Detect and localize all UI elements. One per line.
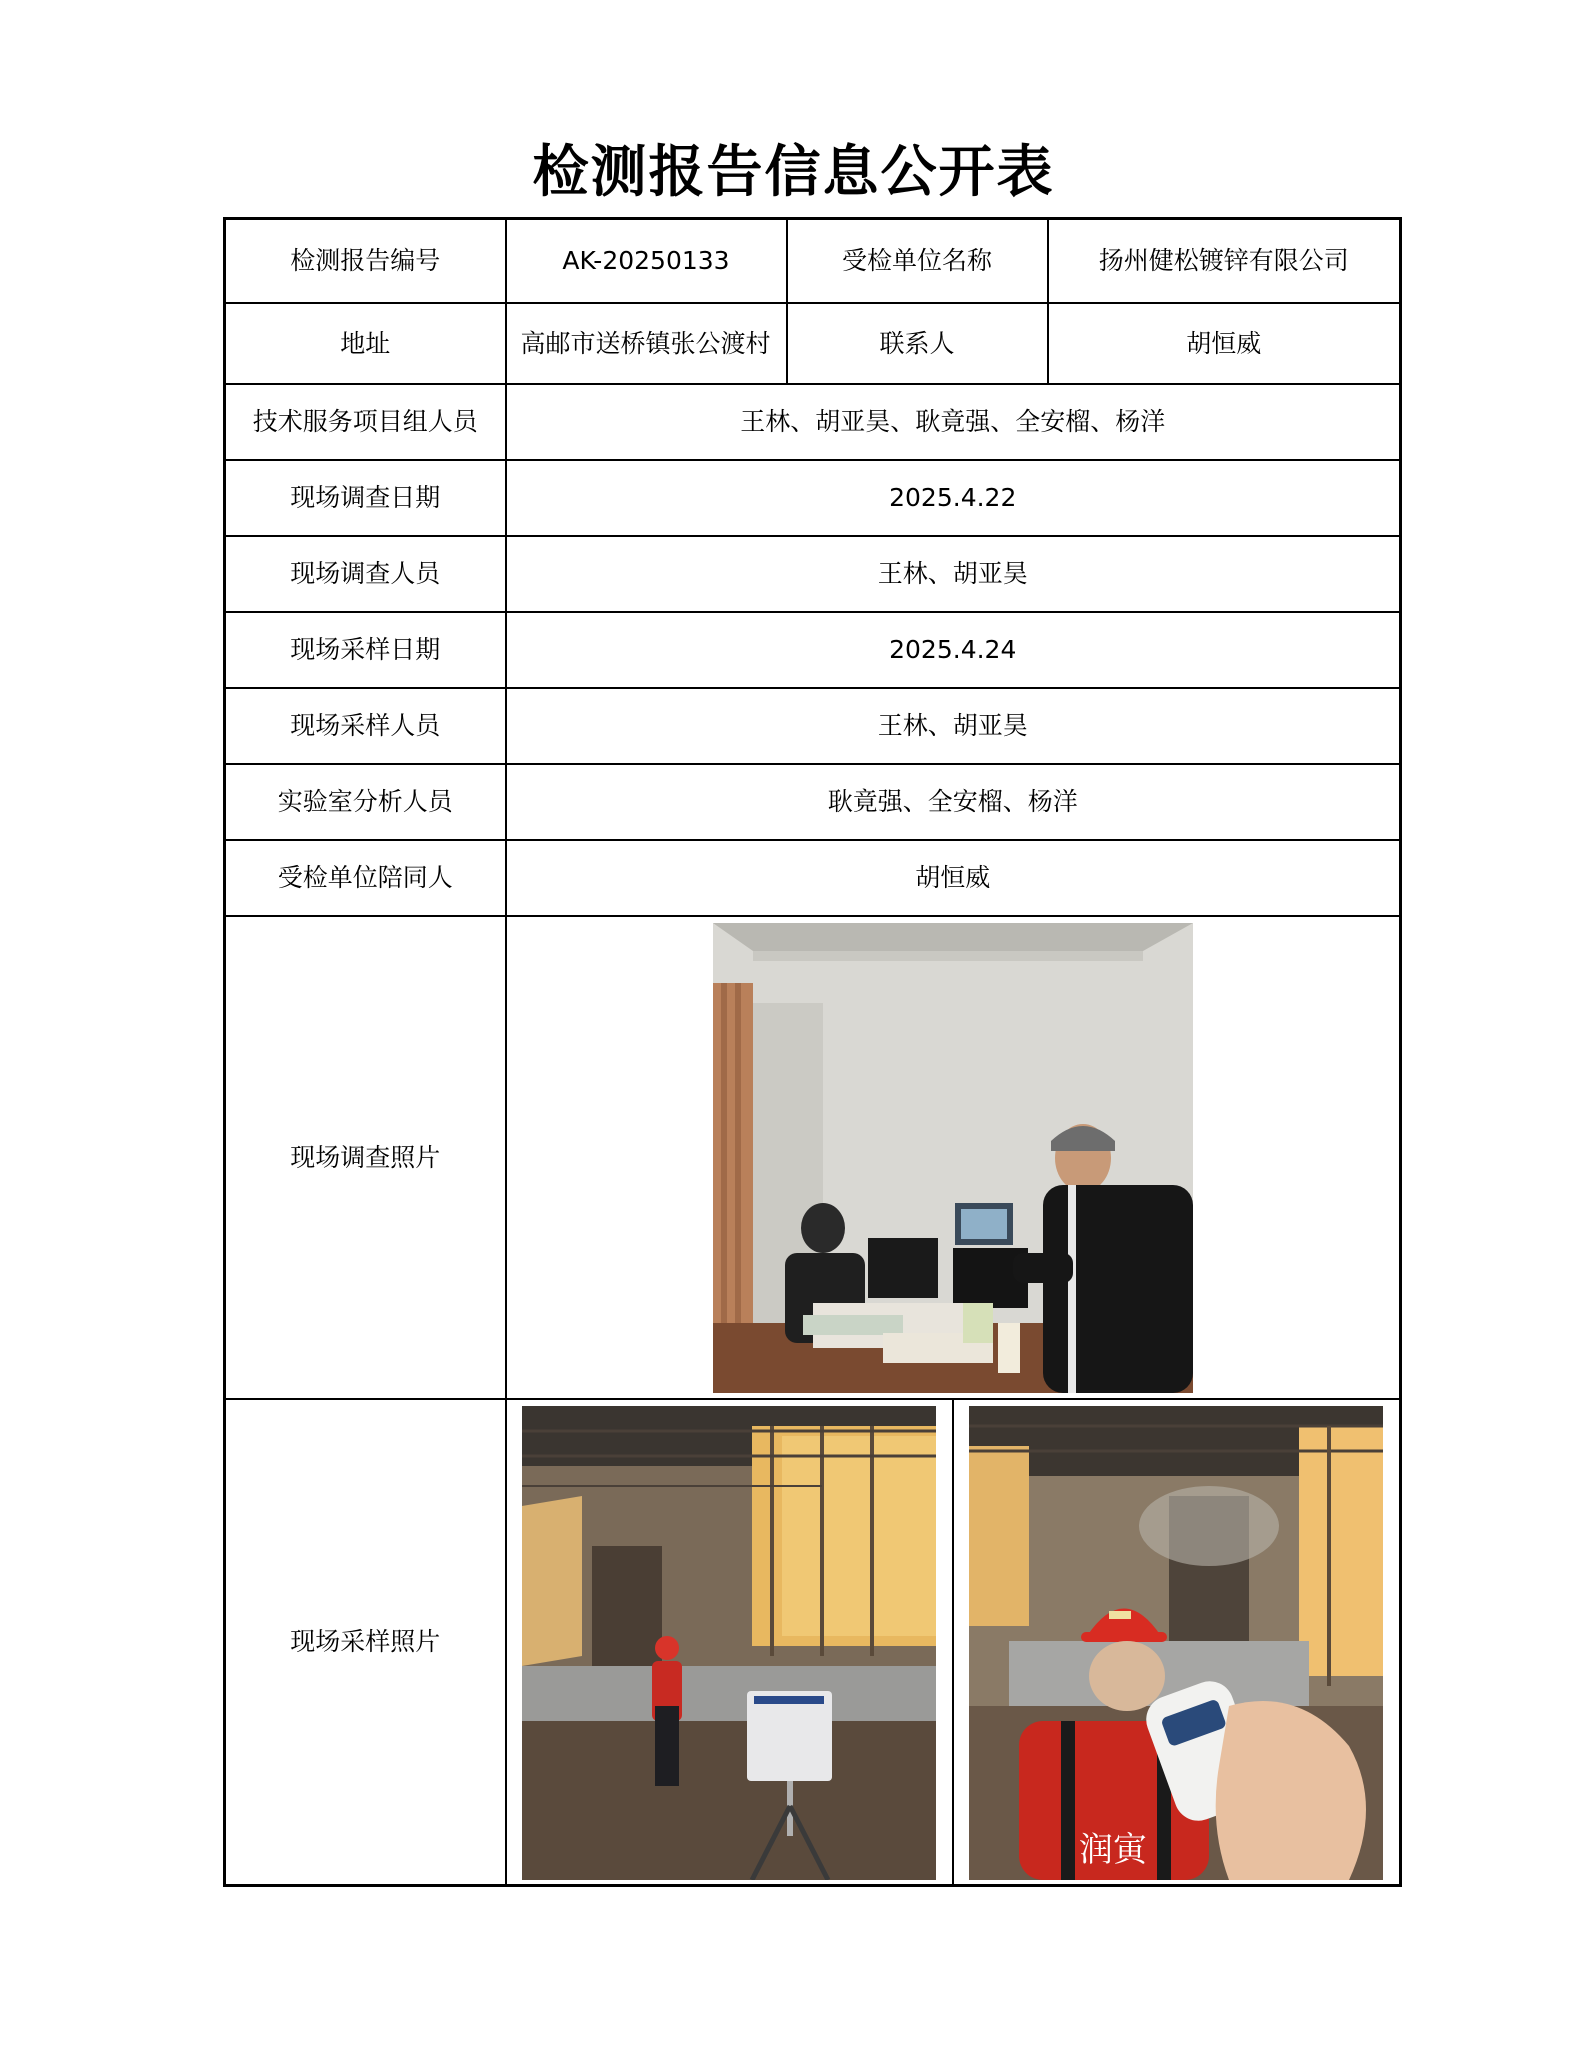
- table-row: [225, 688, 1401, 764]
- table-row: [225, 219, 1401, 304]
- lab-staff-label: 实验室分析人员: [225, 764, 506, 840]
- unit-name-value: 扬州健松镀锌有限公司: [1048, 219, 1401, 304]
- team-value: 王林、胡亚昊、耿竟强、全安榴、杨洋: [506, 384, 1401, 460]
- sampling-photo-right-cell: [952, 1400, 1399, 1884]
- team-label: 技术服务项目组人员: [225, 384, 506, 460]
- report-no-value: AK-20250133: [506, 219, 787, 304]
- table-row: [225, 840, 1401, 916]
- survey-staff-value: 王林、胡亚昊: [506, 536, 1401, 612]
- address-value: 高邮市送桥镇张公渡村: [506, 303, 787, 384]
- survey-staff-label: 现场调查人员: [225, 536, 506, 612]
- table-row: [225, 612, 1401, 688]
- contact-value: 胡恒威: [1048, 303, 1401, 384]
- survey-date-value: 2025.4.22: [506, 460, 1401, 536]
- report-table: [223, 217, 1402, 1887]
- table-row: [225, 1399, 1401, 1886]
- unit-name-label: 受检单位名称: [787, 219, 1048, 304]
- survey-photo-label: 现场调查照片: [225, 916, 506, 1399]
- escort-value: 胡恒威: [506, 840, 1401, 916]
- sampling-photos: [507, 1400, 1400, 1884]
- sampling-date-label: 现场采样日期: [225, 612, 506, 688]
- sampling-photo-left: [522, 1406, 936, 1880]
- table-row: [225, 303, 1401, 384]
- address-label: 地址: [225, 303, 506, 384]
- sampling-photo-right: [969, 1406, 1383, 1880]
- survey-photo: [713, 923, 1193, 1393]
- table-row: [225, 916, 1401, 1399]
- survey-photo-cell: [506, 916, 1401, 1399]
- vest-text: 润寅: [1079, 1830, 1148, 1870]
- sampling-photo-left-cell: [507, 1400, 952, 1884]
- sampling-date-value: 2025.4.24: [506, 612, 1401, 688]
- sampling-photos-cell: [506, 1399, 1401, 1886]
- lab-staff-value: 耿竟强、全安榴、杨洋: [506, 764, 1401, 840]
- table-row: [225, 460, 1401, 536]
- page-title: 检测报告信息公开表: [532, 139, 1055, 205]
- escort-label: 受检单位陪同人: [225, 840, 506, 916]
- table-row: [225, 536, 1401, 612]
- survey-date-label: 现场调查日期: [225, 460, 506, 536]
- report-no-label: 检测报告编号: [225, 219, 506, 304]
- sampling-staff-value: 王林、胡亚昊: [506, 688, 1401, 764]
- sampling-staff-label: 现场采样人员: [225, 688, 506, 764]
- sampling-photo-label: 现场采样照片: [225, 1399, 506, 1886]
- table-row: [225, 764, 1401, 840]
- contact-label: 联系人: [787, 303, 1048, 384]
- table-row: [225, 384, 1401, 460]
